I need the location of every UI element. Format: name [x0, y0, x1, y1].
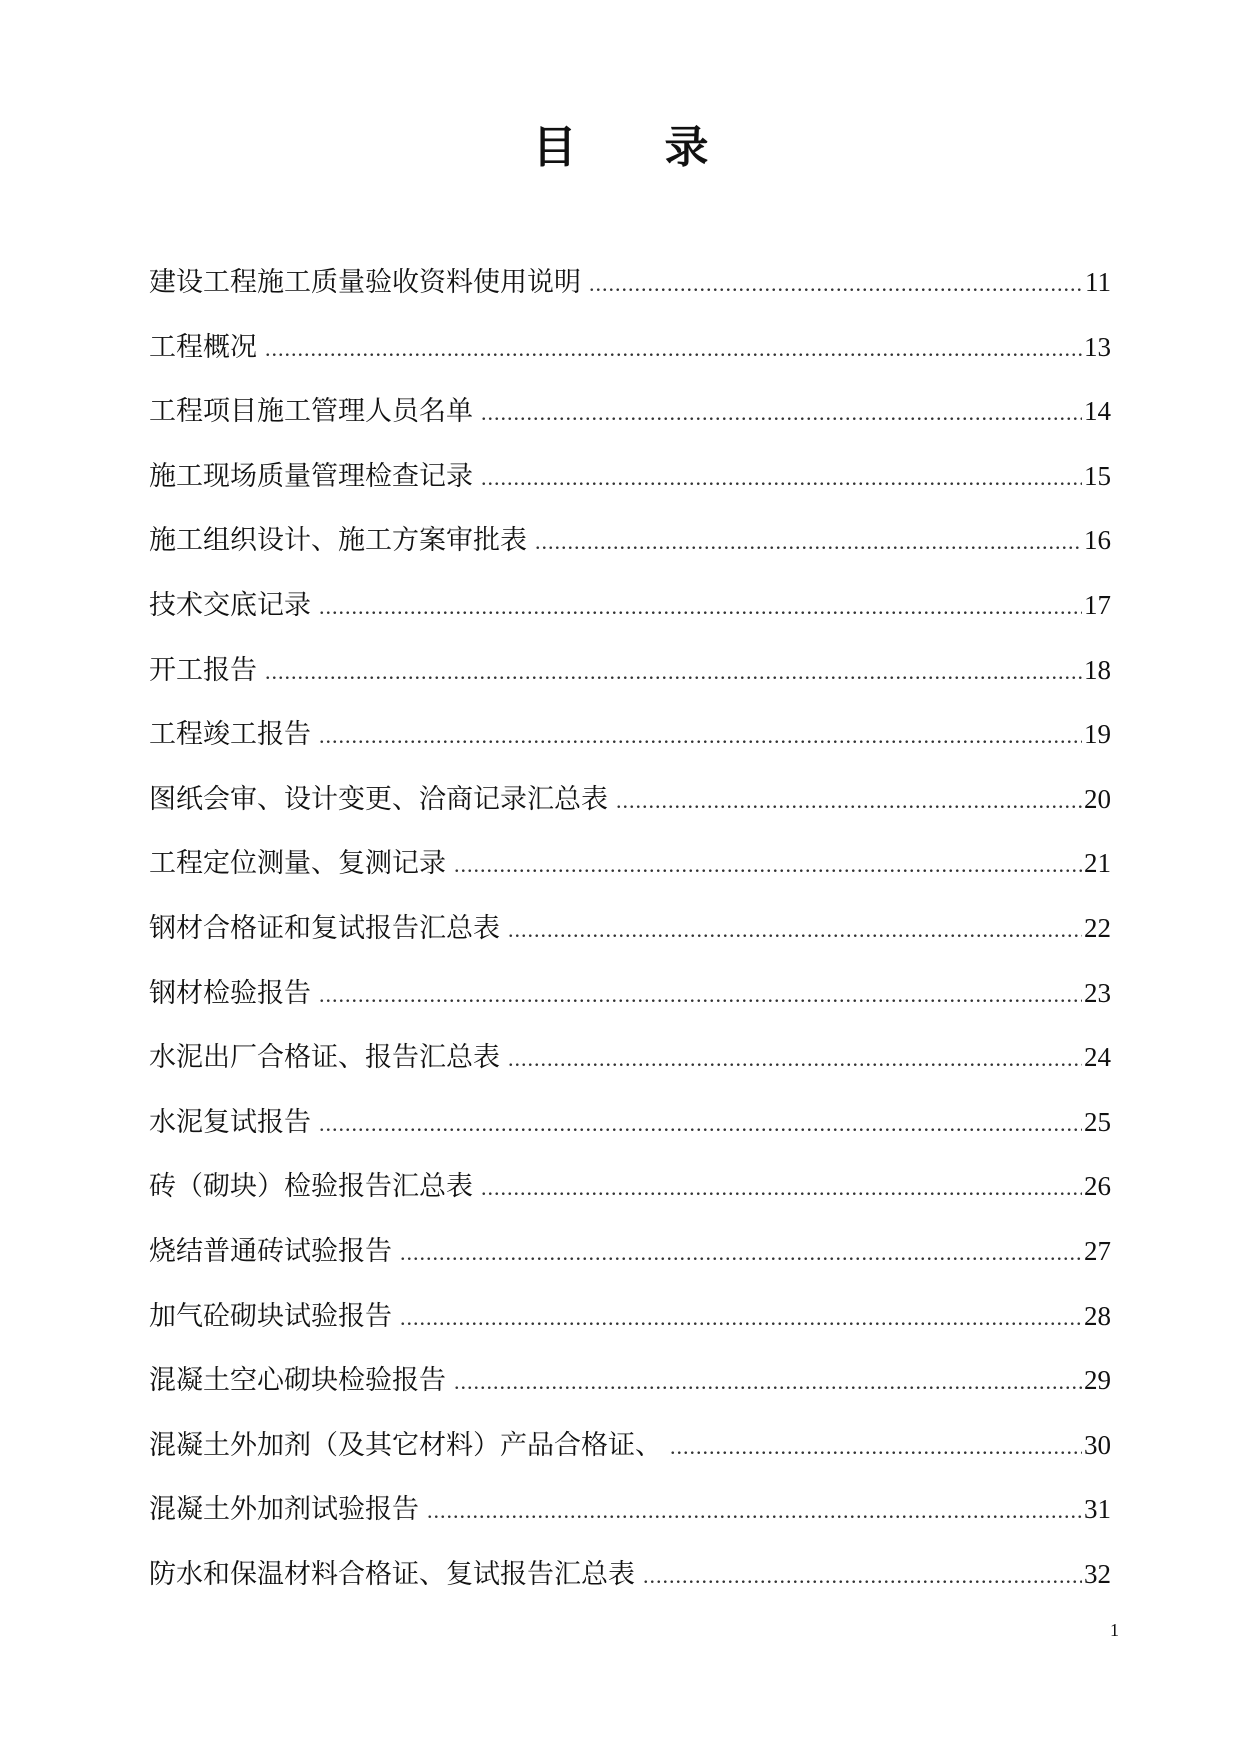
toc-entry-page: 20 — [1084, 783, 1111, 814]
toc-entry-title: 混凝土空心砌块检验报告 — [149, 1365, 446, 1397]
toc-entry-title: 烧结普通砖试验报告 — [149, 1235, 392, 1267]
toc-entry-page: 31 — [1084, 1494, 1111, 1525]
toc-entry-title: 施工现场质量管理检查记录 — [149, 460, 473, 492]
toc-entry-title: 混凝土外加剂试验报告 — [149, 1494, 419, 1526]
toc-entry[interactable] — [149, 961, 1111, 1026]
toc-entry-title: 施工组织设计、施工方案审批表 — [149, 525, 527, 557]
toc-dot-leader — [643, 1544, 1082, 1609]
toc-entry[interactable] — [149, 1090, 1111, 1155]
toc-entry-title: 开工报告 — [149, 654, 257, 686]
toc-entry-title: 图纸会审、设计变更、洽商记录汇总表 — [149, 783, 608, 815]
toc-dot-leader — [508, 1027, 1082, 1092]
toc-dot-leader — [454, 1350, 1082, 1415]
toc-entry[interactable] — [149, 1025, 1111, 1090]
toc-entry-page: 32 — [1084, 1558, 1111, 1589]
toc-entry[interactable] — [149, 508, 1111, 573]
toc-entry-page: 28 — [1084, 1300, 1111, 1331]
toc-dot-leader — [400, 1286, 1082, 1351]
toc-entry-title: 技术交底记录 — [149, 589, 311, 621]
toc-entry-title: 防水和保温材料合格证、复试报告汇总表 — [149, 1558, 635, 1590]
toc-entry-title: 钢材检验报告 — [149, 977, 311, 1009]
toc-entry-page: 22 — [1084, 912, 1111, 943]
toc-entry[interactable] — [149, 1413, 1111, 1478]
toc-dot-leader — [481, 1156, 1082, 1221]
toc-entry-page: 13 — [1084, 331, 1111, 362]
toc-entry-page: 23 — [1084, 977, 1111, 1008]
toc-dot-leader — [508, 898, 1082, 963]
toc-dot-leader — [265, 317, 1082, 382]
toc-entry-title: 砖（砌块）检验报告汇总表 — [149, 1171, 473, 1203]
toc-entry-title: 水泥出厂合格证、报告汇总表 — [149, 1042, 500, 1074]
toc-entry-title: 混凝土外加剂（及其它材料）产品合格证、 — [149, 1429, 662, 1461]
page-number: 1 — [1110, 1620, 1119, 1640]
toc-dot-leader — [427, 1479, 1082, 1544]
toc-entry[interactable] — [149, 831, 1111, 896]
toc-entry-page: 18 — [1084, 654, 1111, 685]
toc-dot-leader — [400, 1221, 1082, 1286]
toc-entry[interactable] — [149, 379, 1111, 444]
toc-entry[interactable] — [149, 1284, 1111, 1349]
toc-entry[interactable] — [149, 250, 1111, 315]
toc-entry[interactable] — [149, 1477, 1111, 1542]
toc-dot-leader — [481, 381, 1082, 446]
toc-dot-leader — [535, 510, 1082, 575]
toc-entry-title: 工程概况 — [149, 331, 257, 363]
toc-dot-leader — [670, 1415, 1082, 1480]
toc-entry[interactable] — [149, 638, 1111, 703]
toc-entry-page: 19 — [1084, 719, 1111, 750]
toc-entry-page: 24 — [1084, 1042, 1111, 1073]
toc-entry-page: 30 — [1084, 1429, 1111, 1460]
toc-entry-page: 25 — [1084, 1106, 1111, 1137]
toc-dot-leader — [481, 446, 1082, 511]
toc-entry[interactable] — [149, 444, 1111, 509]
toc-entry-title: 水泥复试报告 — [149, 1106, 311, 1138]
toc-entry-title: 工程定位测量、复测记录 — [149, 848, 446, 880]
toc-dot-leader — [589, 252, 1083, 317]
toc-entry[interactable] — [149, 573, 1111, 638]
toc-dot-leader — [319, 963, 1082, 1028]
toc-entry[interactable] — [149, 896, 1111, 961]
toc-entry-page: 29 — [1084, 1365, 1111, 1396]
toc-dot-leader — [319, 575, 1082, 640]
toc-dot-leader — [319, 1092, 1082, 1157]
toc-dot-leader — [616, 769, 1082, 834]
toc-entry-page: 11 — [1085, 267, 1111, 297]
toc-entry[interactable] — [149, 1542, 1111, 1607]
toc-entry-page: 15 — [1084, 460, 1111, 491]
toc-entry[interactable] — [149, 1154, 1111, 1219]
toc-dot-leader — [265, 640, 1082, 705]
toc-entry-title: 钢材合格证和复试报告汇总表 — [149, 912, 500, 944]
toc-dot-leader — [319, 704, 1082, 769]
toc-entry[interactable] — [149, 1348, 1111, 1413]
toc-entry-page: 26 — [1084, 1171, 1111, 1202]
toc-dot-leader — [454, 833, 1082, 898]
toc-entry-page: 17 — [1084, 589, 1111, 620]
toc-entry-page: 14 — [1084, 396, 1111, 427]
toc-entry-page: 27 — [1084, 1235, 1111, 1266]
toc-entry[interactable] — [149, 702, 1111, 767]
toc-entry-title: 建设工程施工质量验收资料使用说明 — [149, 267, 581, 298]
toc-entry-page: 21 — [1084, 848, 1111, 879]
toc-entry[interactable] — [149, 315, 1111, 380]
toc-entry[interactable] — [149, 767, 1111, 832]
toc-entry-title: 加气砼砌块试验报告 — [149, 1300, 392, 1332]
toc-entry[interactable] — [149, 1219, 1111, 1284]
toc-entry-page: 16 — [1084, 525, 1111, 556]
table-of-contents — [149, 250, 1111, 1606]
toc-entry-title: 工程竣工报告 — [149, 719, 311, 751]
toc-entry-title: 工程项目施工管理人员名单 — [149, 396, 473, 428]
page-title: 目录 — [532, 122, 797, 173]
